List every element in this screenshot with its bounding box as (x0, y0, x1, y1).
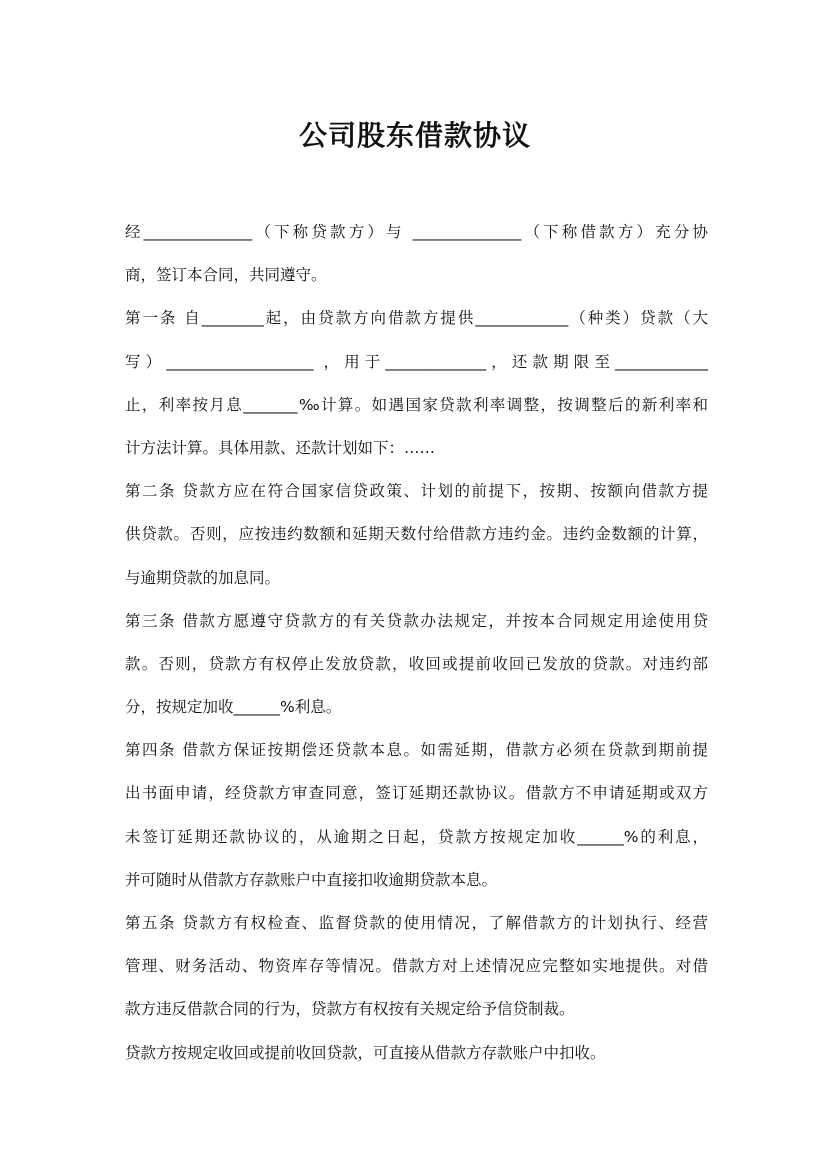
text-line: 第三条 借款方愿遵守贷款方的有关贷款办法规定，并按本合同规定用途使用贷 (125, 611, 708, 630)
text-line: 写）___________________ ，用于_____________，还款期限至____________ (125, 352, 708, 371)
text-line: 第四条 借款方保证按期偿还贷款本息。如需延期，借款方必须在贷款到期前提 (125, 741, 708, 760)
text-line: 分，按规定加收______%利息。 (125, 698, 342, 717)
document-body (125, 218, 708, 1082)
paragraph (125, 736, 708, 909)
text-line: 供贷款。否则，应按违约数额和延期天数付给借款方违约金。违约金数额的计算， (125, 525, 708, 544)
text-line: 止，利率按月息_______‰计算。如遇国家贷款利率调整，按调整后的新利率和 (125, 395, 708, 414)
text-line: 款方违反借款合同的行为，贷款方有权按有关规定给予信贷制裁。 (125, 1000, 575, 1019)
text-line: 出书面申请，经贷款方审查同意，签订延期还款协议。借款方不申请延期或双方 (125, 784, 708, 803)
document-title: 公司股东借款协议 (298, 119, 531, 152)
text-line: 未签订延期还款协议的，从逾期之日起，贷款方按规定加收______%的利息， (125, 827, 708, 846)
text-line: 并可随时从借款方存款账户中直接扣收逾期贷款本息。 (125, 870, 498, 889)
paragraph (125, 607, 708, 737)
text-line: 贷款方按规定收回或提前收回贷款，可直接从借款方存款账户中扣收。 (125, 1043, 606, 1062)
paragraph (125, 218, 708, 304)
paragraph (125, 477, 708, 607)
text-line: 款。否则，贷款方有权停止发放贷款，收回或提前收回已发放的贷款。对违约部 (125, 654, 708, 673)
text-line: 第五条 贷款方有权检查、监督贷款的使用情况，了解借款方的计划执行、经营 (125, 914, 708, 932)
text-line: 计方法计算。具体用款、还款计划如下：…… (125, 438, 436, 457)
paragraph (125, 304, 708, 477)
text-line: 管理、财务活动、物资库存等情况。借款方对上述情况应完整如实地提供。对借 (125, 957, 708, 976)
text-line: 商，签订本合同，共同遵守。 (125, 266, 327, 285)
text-line: 经______________（下称贷款方）与 ______________（下称借款方）充分协 (125, 223, 708, 241)
paragraph (125, 909, 708, 1039)
text-line: 第二条 贷款方应在符合国家信贷政策、计划的前提下，按期、按额向借款方提 (125, 482, 708, 501)
text-line: 与逾期贷款的加息同。 (125, 568, 281, 587)
paragraph (125, 1039, 708, 1082)
text-line: 第一条 自________起，由贷款方向借款方提供____________（种类）贷款（大 (125, 309, 708, 328)
